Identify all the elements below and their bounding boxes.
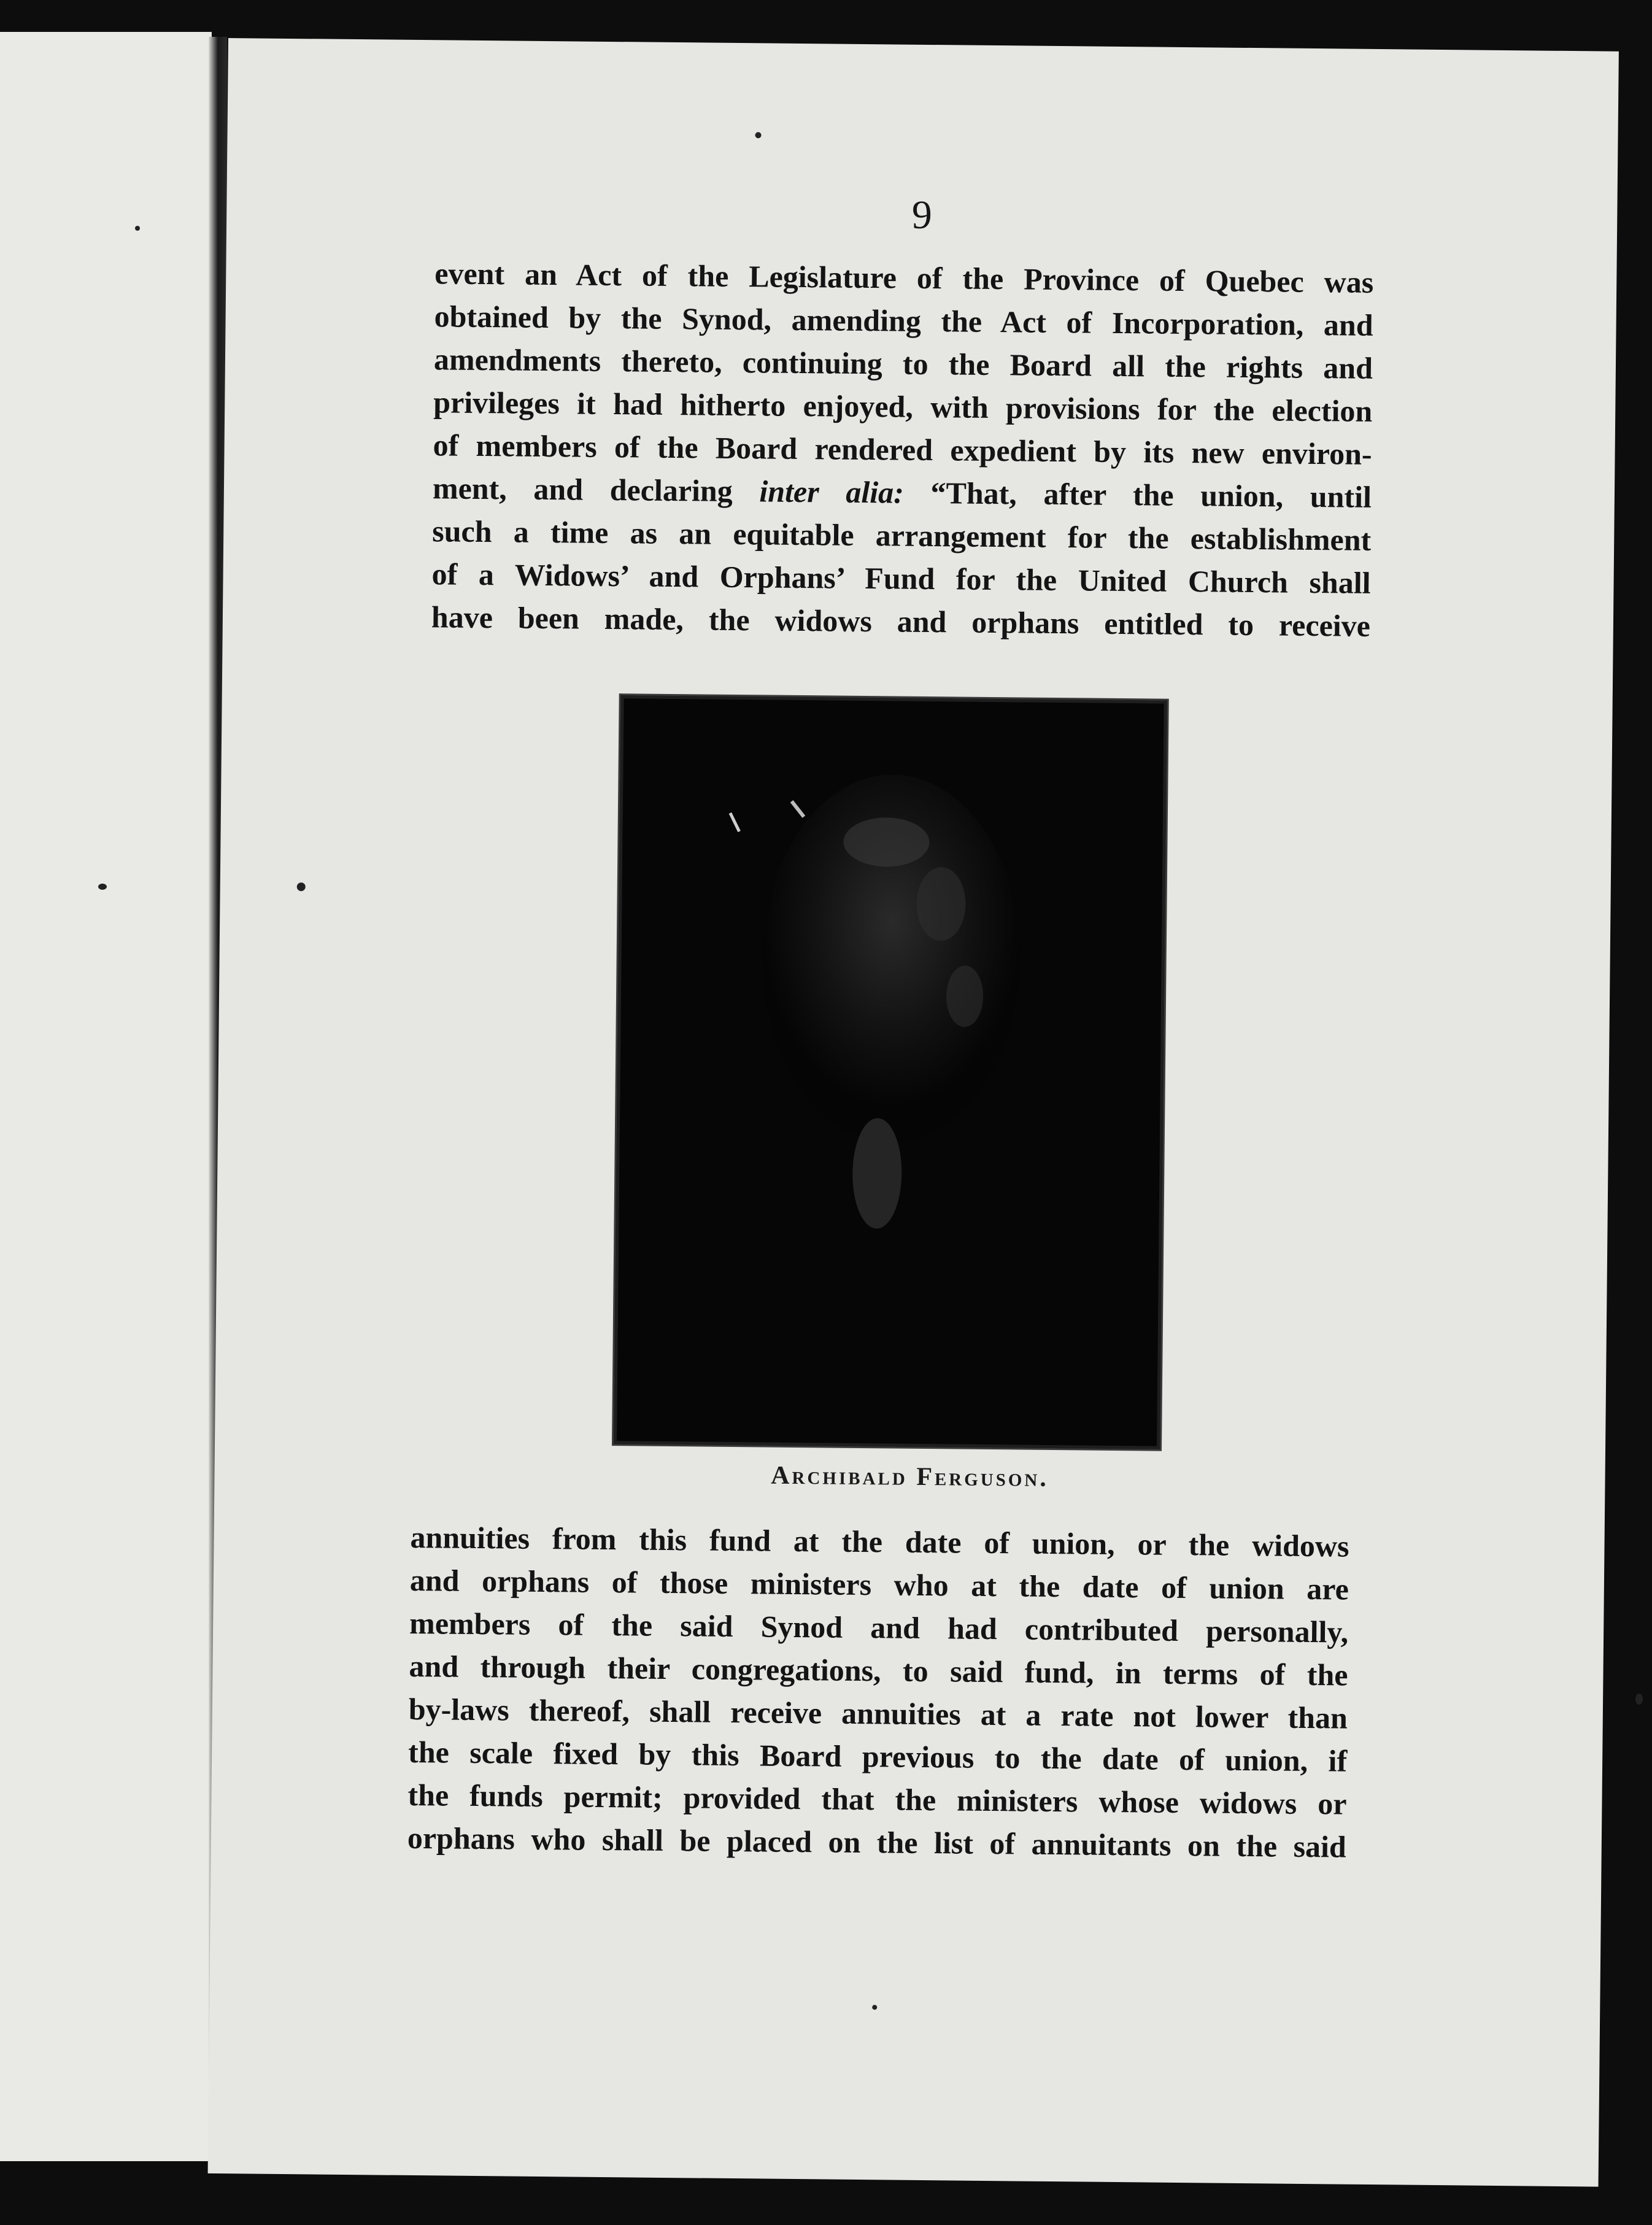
text-line: privileges it had hitherto enjoyed, with provisions for the election [433,385,1373,428]
figure-caption: Archibald Ferguson. [770,1461,1049,1492]
text-line: amendments thereto, continuing to the Board all the rights and [433,342,1373,385]
page-speck [755,132,761,138]
text-line: of members of the Board rendered expedient by its new environ- [433,428,1372,471]
portrait-photograph [614,695,1167,1449]
body-text-bottom [407,1516,1349,1868]
text-line: and orphans of those ministers who at the date of union are [409,1562,1349,1606]
page-speck [297,882,306,891]
page-number: 9 [911,192,933,238]
text-line: orphans who shall be placed on the list of annuitants on the said [407,1820,1347,1864]
italic-phrase: inter alia: [759,474,905,510]
text-line: obtained by the Synod, amending the Act of Incorporation, and [434,299,1373,342]
text-line: ment, and declaring inter alia: “That, after the union, until [432,471,1372,514]
text-line: by-laws thereof, shall receive annuities at a rate not lower than [408,1691,1348,1735]
page-speck [1635,1694,1643,1705]
page-speck [135,226,140,231]
page-speck [98,884,107,890]
body-text-top [431,252,1374,647]
text-line: and through their congregations, to said fund, in terms of the [409,1648,1348,1692]
book-page [208,38,1619,2187]
text-line: event an Act of the Legislature of the Province of Quebec was [434,256,1374,299]
text-line: the scale fixed by this Board previous to the date of union, if [407,1734,1348,1778]
page-speck [872,2005,877,2010]
portrait-image [617,698,1164,1446]
text-line: members of the said Synod and had contributed personally, [409,1605,1349,1649]
text-line: of a Widows’ and Orphans’ Fund for the United Church shall [431,557,1371,600]
text-line: have been made, the widows and orphans entitled to receive [431,600,1371,643]
text-line: the funds permit; provided that the ministers whose widows or [407,1777,1347,1821]
facing-page [0,32,212,2161]
text-line: such a time as an equitable arrangement for the establishment [432,514,1372,557]
text-line: annuities from this fund at the date of union, or the widows [410,1519,1349,1564]
